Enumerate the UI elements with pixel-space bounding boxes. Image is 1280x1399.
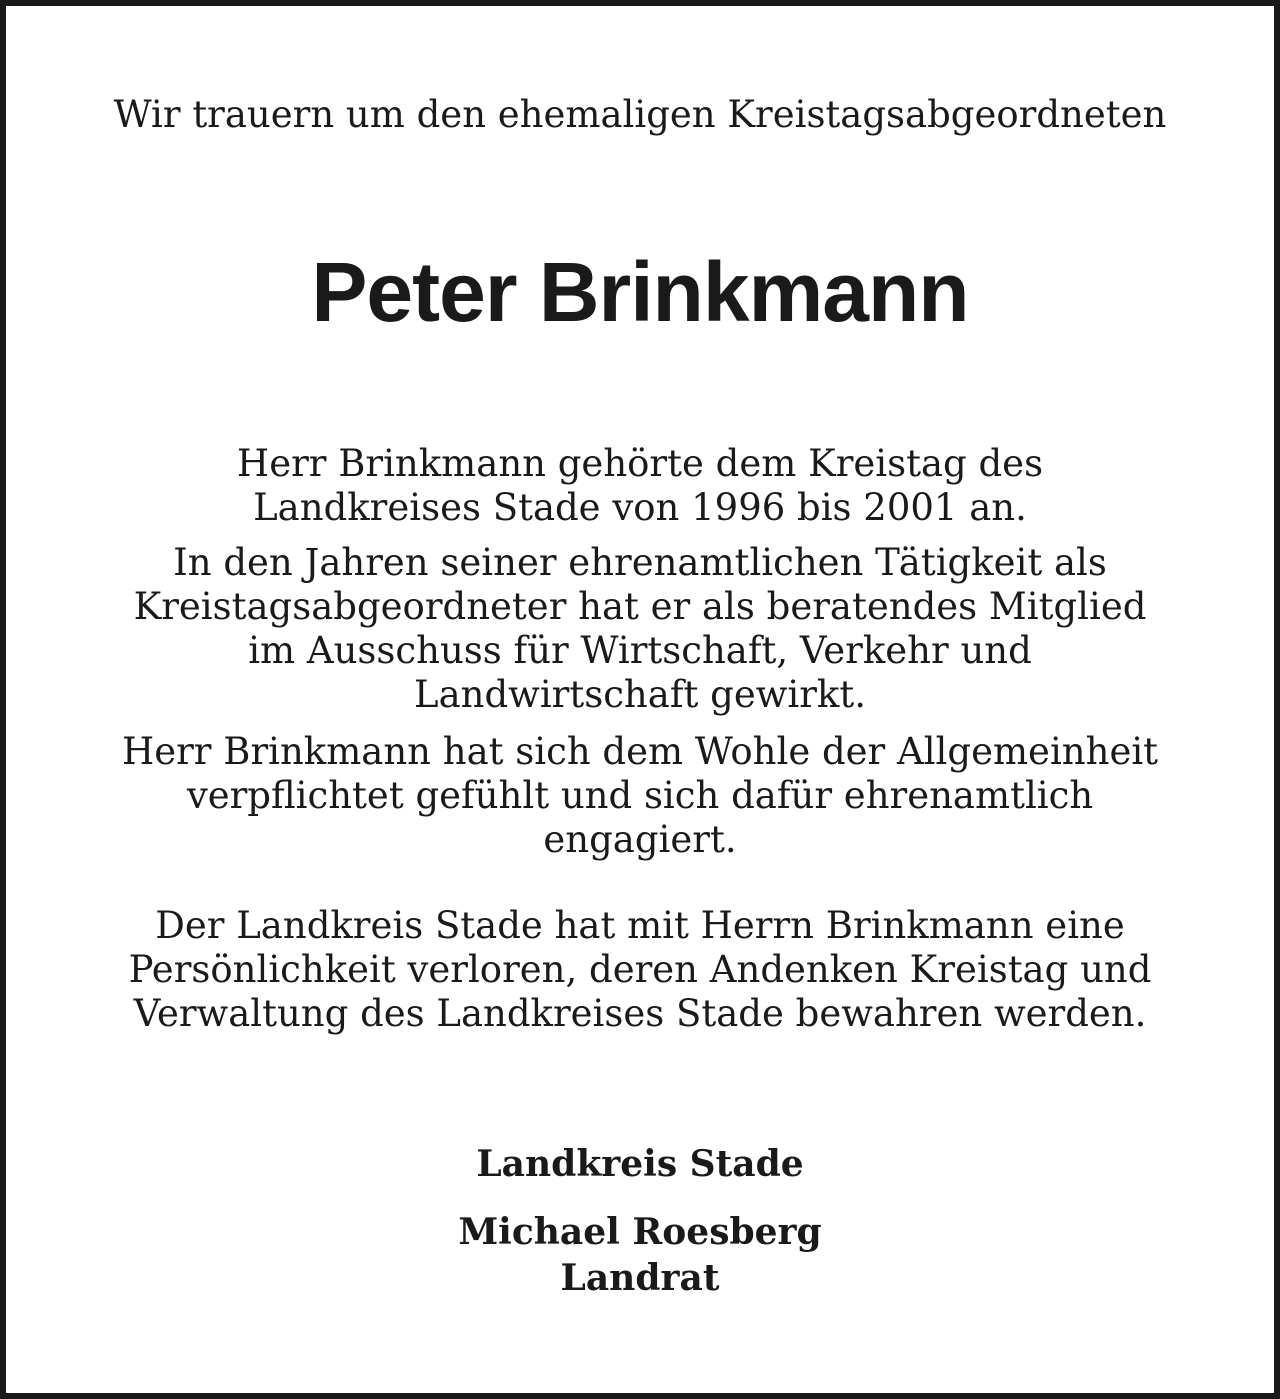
paragraph-4-line-3: Verwaltung des Landkreises Stade bewahren werden.: [133, 992, 1147, 1035]
paragraph-2-line-4: Landwirtschaft gewirkt.: [414, 673, 866, 716]
intro-line: Wir trauern um den ehemaligen Kreistagsabgeordneten: [113, 93, 1167, 136]
paragraph-4-line-1: Der Landkreis Stade hat mit Herrn Brinkmann eine: [155, 904, 1125, 947]
paragraph-3-line-1: Herr Brinkmann hat sich dem Wohle der Allgemeinheit: [121, 730, 1159, 773]
paragraph-3-line-3: engagiert.: [543, 818, 737, 861]
paragraph-2-line-2: Kreistagsabgeordneter hat er als beratendes Mitglied: [133, 585, 1147, 628]
paragraph-3-line-2: verpflichtet gefühlt und sich dafür ehrenamtlich: [186, 774, 1094, 817]
paragraph-1-line-2: Landkreises Stade von 1996 bis 2001 an.: [253, 486, 1027, 529]
deceased-name: Peter Brinkmann: [311, 245, 969, 339]
signature-person: Michael Roesberg: [458, 1211, 822, 1253]
paragraph-2-line-3: im Ausschuss für Wirtschaft, Verkehr und: [248, 629, 1032, 672]
signature-organization: Landkreis Stade: [476, 1143, 804, 1185]
paragraph-2-line-1: In den Jahren seiner ehrenamtlichen Tätigkeit als: [173, 541, 1107, 584]
paragraph-1-line-1: Herr Brinkmann gehörte dem Kreistag des: [236, 442, 1044, 485]
signature-title: Landrat: [560, 1257, 720, 1299]
paragraph-4-line-2: Persönlichkeit verloren, deren Andenken Kreistag und: [128, 948, 1152, 991]
